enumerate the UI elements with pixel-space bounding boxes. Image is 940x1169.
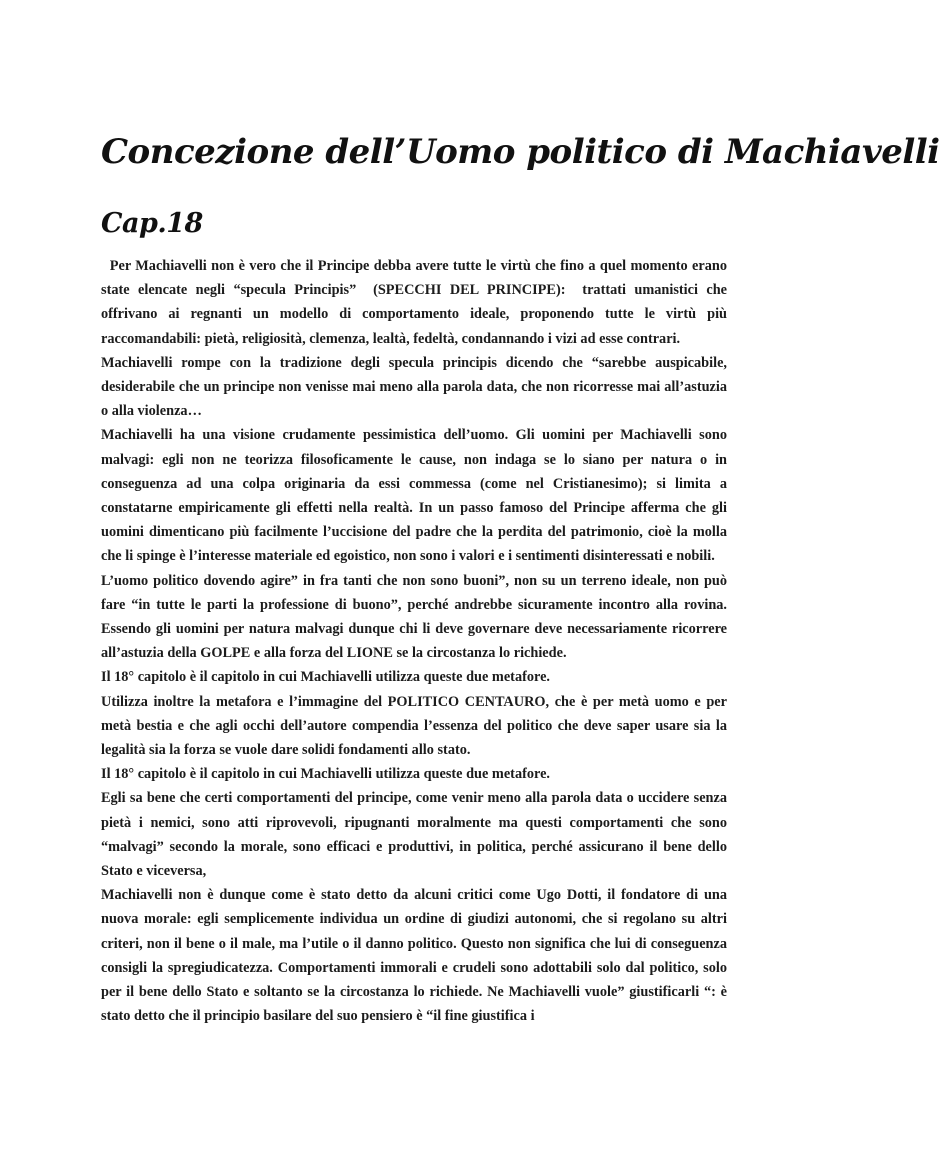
chapter-heading: Cap.18 xyxy=(101,208,203,239)
body-text xyxy=(101,254,731,1029)
paragraph: Utilizza inoltre la metafora e l’immagine del POLITICO CENTAURO, che è per metà uomo e per metà bestia e che agli occhi dell’autore compendia l’essenza del politico che deve saper usare sia la legalità sia la forza se vuole dare solidi fondamenti allo stato. xyxy=(101,693,727,759)
paragraph: Egli sa bene che certi comportamenti del principe, come venir meno alla parola data o uccidere senza pietà i nemici, sono atti riprovevoli, ripugnanti moralmente ma questi comportamenti che sono “malvagi” secondo la morale, sono efficaci e produttivi, in politica, perché assicurano il bene dello Stato e viceversa, xyxy=(101,790,727,880)
paragraph: Per Machiavelli non è vero che il Principe debba avere tutte le virtù che fino a quel momento erano state elencate negli “specula Principis” (SPECCHI DEL PRINCIPE): trattati umanistici che offrivano ai regnanti un modello di comportamento ideale, proponendo tutte le virtù più raccomandabili: pietà, religiosità, clemenza, lealtà, fedeltà, condannando i vizi ad esse contrari. xyxy=(101,258,731,347)
paragraph: Il 18° capitolo è il capitolo in cui Machiavelli utilizza queste due metafore. xyxy=(101,766,551,783)
paragraph: Il 18° capitolo è il capitolo in cui Machiavelli utilizza queste due metafore. xyxy=(101,669,551,686)
paragraph: Machiavelli ha una visione crudamente pessimistica dell’uomo. Gli uomini per Machiavelli sono malvagi: egli non ne teorizza filosoficamente le cause, non indaga se lo siano per natura o in conseguenza ad una colpa originaria da essi commessa (come nel Cristianesimo); si limita a constatarne empiricamente gli effetti nella realtà. In un passo famoso del Principe afferma che gli uomini dimenticano più facilmente l’uccisione del padre che la perdita del patrimonio, cioè la molla che li spinge è l’interesse materiale ed egoistico, non sono i valori e i sentimenti disinteressati e nobili. xyxy=(101,427,727,565)
paragraph: Machiavelli non è dunque come è stato detto da alcuni critici come Ugo Dotti, il fondatore di una nuova morale: egli semplicemente individua un ordine di giudizi autonomi, che si regolano su altri criteri, non il bene o il male, ma l’utile o il danno politico. Questo non significa che lui di conseguenza consigli la spregiudicatezza. Comportamenti immorali e crudeli sono adottabili solo dal politico, solo per il bene dello Stato e soltanto se la circostanza lo richiede. Ne Machiavelli vuole” giustificarli “: è stato detto che il principio basilare del suo pensiero è “il fine giustifica i xyxy=(101,887,727,1025)
paragraph: Machiavelli rompe con la tradizione degli specula principis dicendo che “sarebbe auspicabile, desiderabile che un principe non venisse mai meno alla parola data, che non ricorresse mai all’astuzia o alla violenza… xyxy=(101,354,727,420)
paragraph: L’uomo politico dovendo agire” in fra tanti che non sono buoni”, non su un terreno ideale, non può fare “in tutte le parti la professione di buono”, perché andrebbe sicuramente incontro alla rovina. Essendo gli uomini per natura malvagi dunque chi li deve governare deve necessariamente ricorrere all’astuzia della GOLPE e alla forza del LIONE se la circostanza lo richiede. xyxy=(101,572,727,662)
document-title: Concezione dell’Uomo politico di Machiavelli xyxy=(101,132,940,172)
